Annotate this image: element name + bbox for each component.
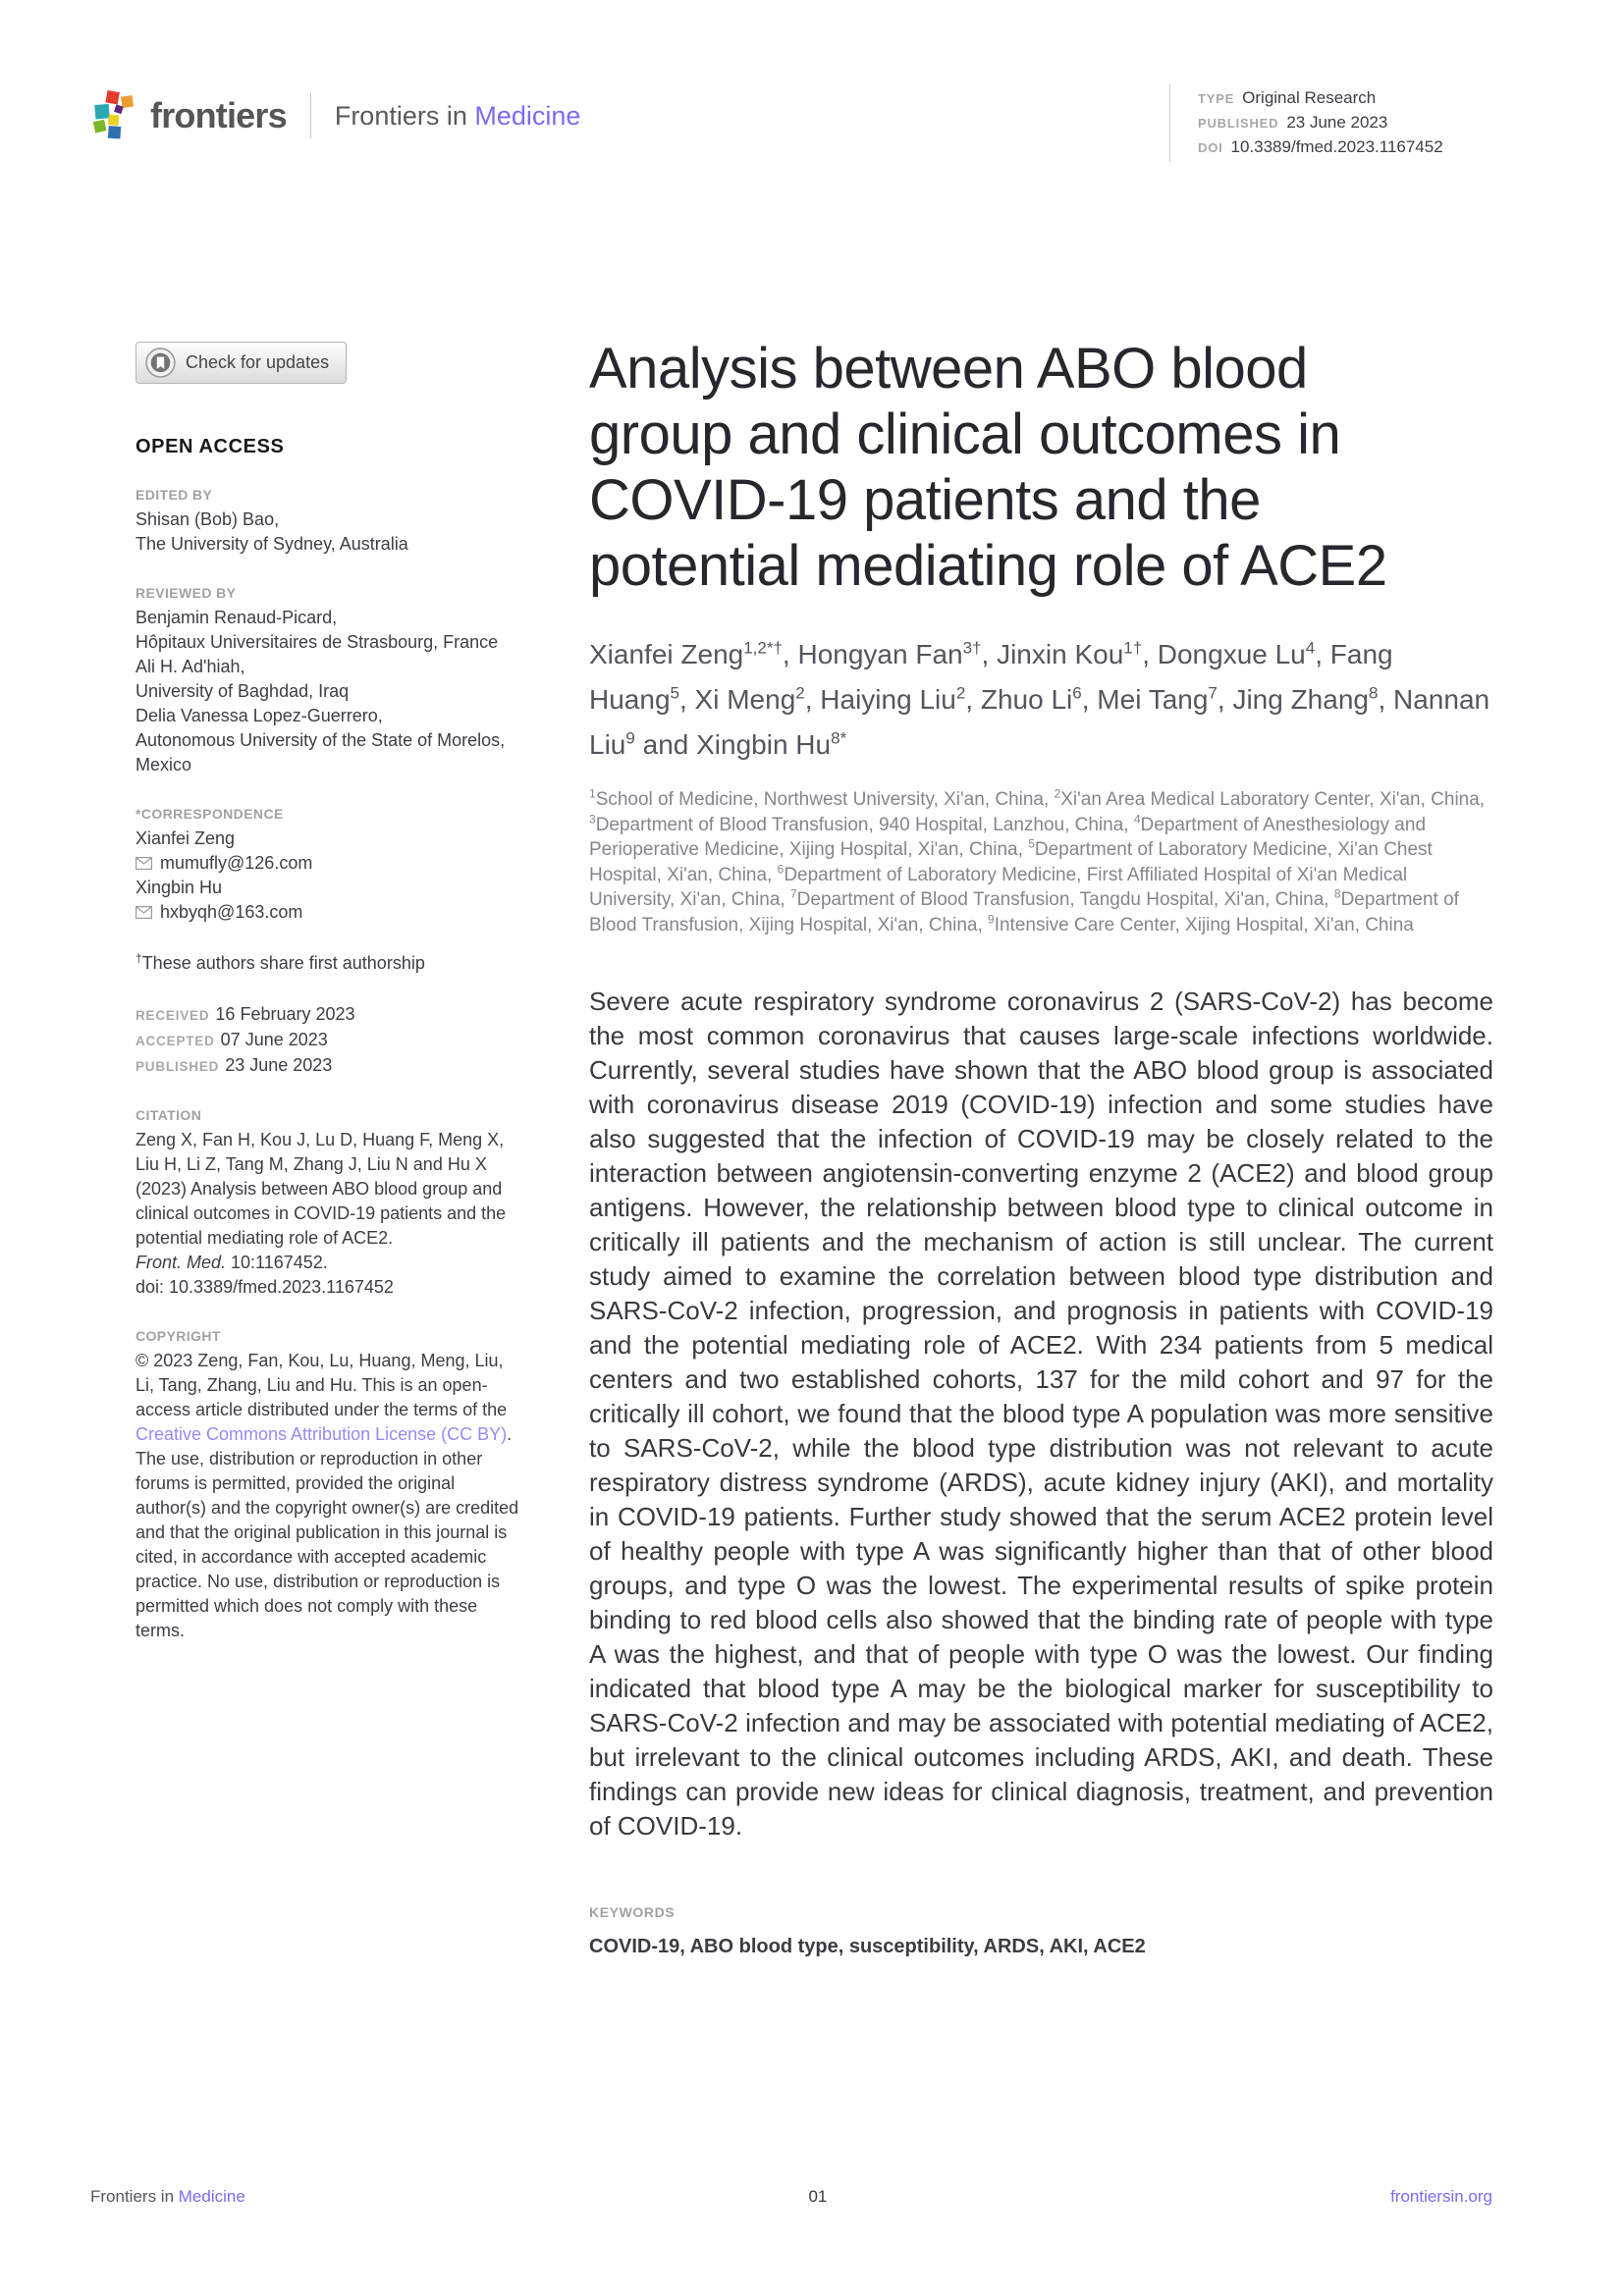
author-affiliation-sup: 3† [962,638,982,658]
reviewed-by-lines [135,606,526,777]
affiliation-number: 9 [988,912,995,927]
meta-label: PUBLISHED [135,1059,220,1074]
page-footer [90,2187,1492,2207]
meta-row [1198,135,1443,160]
meta-label: ACCEPTED [135,1034,215,1048]
meta-value: 16 February 2023 [215,1004,355,1024]
publication-meta [1169,84,1443,162]
author-name: Dongxue Lu [1157,639,1306,669]
footer-journal [90,2187,245,2207]
citation-volume: 10:1167452. [226,1253,328,1272]
envelope-icon [135,857,152,870]
meta-value: 23 June 2023 [225,1055,333,1075]
copyright-section [135,1326,526,1643]
envelope-icon [135,906,152,919]
reviewed-by-line: Delia Vanessa Lopez-Guerrero, [135,706,383,725]
author-name: Xingbin Hu [696,729,832,760]
journal-title [335,101,581,132]
frontiers-logo-icon [90,90,141,141]
citation-section [135,1105,526,1300]
logo-cube [114,104,124,114]
affiliation-number: 3 [589,812,596,827]
correspondence-section [135,804,526,925]
meta-row [1198,86,1443,111]
brand-divider [310,93,311,138]
dagger-mark: † [135,951,142,965]
meta-value: 10.3389/fmed.2023.1167452 [1230,137,1443,156]
correspondence-label: *CORRESPONDENCE [135,806,284,822]
correspondence-email-row [135,851,526,876]
check-for-updates-button[interactable] [135,342,347,384]
reviewed-by-line: Hôpitaux Universitaires de Strasbourg, France [135,632,499,652]
author-name: Jing Zhang [1232,684,1369,715]
logo-cube [121,95,134,108]
author-name: Mei Tang [1097,684,1209,715]
logo-cube [108,115,120,127]
author-affiliation-sup: 1,2*† [743,638,783,658]
journal-name: Medicine [474,100,581,131]
reviewed-by-line: Ali H. Ad'hiah, [135,657,245,676]
edited-by-lines [135,507,526,557]
author-name: Haiying Liu [820,684,956,715]
meta-row [135,1053,526,1079]
author-name: Jinxin Kou [997,639,1124,669]
citation-label: CITATION [135,1107,202,1123]
keywords: COVID-19, ABO blood type, susceptibility, ARDS, AKI, ACE2 [589,1936,1146,1957]
footer-journal-name: Medicine [178,2187,245,2206]
affiliation-number: 5 [1028,836,1035,851]
author-name: Hongyan Fan [797,639,963,669]
author-list: Xianfei Zeng$^{1,2*\dagger}$, Hongyan Fan$^{3\dagger}$, Jinxin Kou$^{1\dagger}$, Dongxue Lu$^4$, Fang Huang$^5$, Xi Meng$^2$, Haiying Liu$^2$, Zhuo Li$^6$, Mei Tang$^7$, Jing Zhang$^8$, Nannan Liu$^9$ and Xingbin $Hu^{8*}$ [589,638,1490,760]
author-affiliation-sup: 8* [831,728,847,748]
logo-cube [93,120,107,133]
abstract: Severe acute respiratory syndrome coronavirus 2 (SARS-CoV-2) has become the most common coronavirus that causes large-scale infections worldwide. Currently, several studies have shown that the ABO blood group is associated with coronavirus disease 2019 (COVID-19) infection and some studies have also suggested that the infection of COVID-19 may be closely related to the interaction between angiotensin-converting enzyme 2 (ACE2) and blood group antigens. However, the relationship between blood type to clinical outcome in critically ill patients and the mechanism of action is still unclear. The current study aimed to examine the correlation between blood type distribution and SARS-CoV-2 infection, progression, and prognosis in patients with COVID-19 and the potential mediating role of ACE2. With 234 patients from 5 medical centers and two established cohorts, 137 for the mild cohort and 97 for the critically ill cohort, we found that the blood type A population was more sensitive to SARS-CoV-2, while the blood type distribution was not relevant to acute respiratory distress syndrome (ARDS), acute kidney injury (AKI), and mortality in COVID-19 patients. Further study showed that the serum ACE2 protein level of healthy people with type A was significantly higher than that of other blood groups, and type O was the lowest. The experimental results of spike protein binding to red blood cells also showed that the binding rate of people with type A was the highest, and that of people with type O was the lowest. Our finding indicated that blood type A may be the biological marker for susceptibility to SARS-CoV-2 infection and may be associated with potential mediating of ACE2, but irrelevant to the clinical outcomes including ARDS, AKI, and death. These findings can provide new ideas for clinical diagnosis, treatment, and prevention of COVID-19. [589,987,1493,1841]
author-affiliation-sup: 8 [1368,683,1379,703]
logo-cube [94,104,110,120]
affiliations: $^1$School of Medicine, Northwest University, Xi'an, China, $^2$Xi'an Area Medical Laboratory Center, Xi'an, China, $^3$Department of Blood Transfusion, 940 Hospital, Lanzhou, China, $^4$Department of Anesthesiology and Perioperative Medicine, Xijing Hospital, Xi'an, China, $^5$Department of Laboratory Medicine, Xi'an Chest Hospital, Xi'an, China, $^6$Department of Laboratory Medicine, First Affiliated Hospital of Xi'an Medical University, Xi'an, China, $^7$Department of Blood Transfusion, Tangdu Hospital, Xi'an, China, $^8$Department of Blood Transfusion, Xijing Hospital, Xi'an, China, $^9$Intensive Care Center, Xijing Hospital, Xi'an, China [589,786,1486,935]
journal-prefix: Frontiers in [334,100,475,131]
edited-by-line: The University of Sydney, Australia [135,534,408,554]
footer-journal-prefix: Frontiers in [90,2187,179,2206]
reviewed-by-label: REVIEWED BY [135,585,237,601]
crossmark-icon [145,347,176,378]
meta-value: Original Research [1242,88,1377,107]
meta-label: RECEIVED [135,1008,210,1023]
check-for-updates-label: Check for updates [186,352,330,372]
cc-by-license-link[interactable]: Creative Commons Attribution License (CC BY) [135,1424,508,1444]
meta-label: PUBLISHED [1198,116,1279,131]
authorship-note-text: These authors share first authorship [141,953,425,973]
meta-row [135,1002,526,1028]
correspondence-email[interactable]: mumufly@126.com [160,853,313,873]
meta-label: TYPE [1198,91,1235,106]
correspondence-email-row [135,900,526,925]
citation-journal: Front. Med. [135,1253,227,1272]
citation-text: Zeng X, Fan H, Kou J, Lu D, Huang F, Meng X, Liu H, Li Z, Tang M, Zhang J, Liu N and Hu X (2023) Analysis between ABO blood group and clinical outcomes in COVID-19 patients and the potential mediating role of ACE2. [135,1130,507,1248]
author-name: Fang Huang [589,639,1393,715]
author-name: Xi Meng [694,684,796,715]
affiliation-number: 2 [1054,786,1061,801]
affiliation-number: 7 [789,886,797,901]
affiliation-number: 8 [1333,886,1341,901]
article-dates [135,1002,526,1079]
reviewed-by-section [135,583,526,777]
correspondence-email[interactable]: hxbyqh@163.com [160,902,303,922]
meta-value: 07 June 2023 [220,1030,328,1049]
author-affiliation-sup: 6 [1072,683,1082,703]
affiliation-number: 4 [1133,812,1141,827]
edited-by-section [135,485,526,557]
meta-row [135,1028,526,1053]
author-affiliation-sup: 5 [670,683,679,703]
author-affiliation-sup: 2 [955,683,966,703]
author-affiliation-sup: 9 [625,728,635,748]
citation-journal-line [135,1251,526,1275]
frontiers-brand [90,90,580,141]
author-affiliation-sup: 7 [1208,683,1218,703]
author-name: Xianfei Zeng [589,639,744,669]
footer-site-link[interactable]: frontiersin.org [1390,2187,1492,2206]
affiliation-number: 6 [777,862,785,877]
correspondence-name: Xingbin Hu [135,878,223,897]
citation-doi: doi: 10.3389/fmed.2023.1167452 [135,1277,394,1297]
sidebar [135,342,526,1643]
copyright-pre: © 2023 Zeng, Fan, Kou, Lu, Huang, Meng, Liu, Li, Tang, Zhang, Liu and Hu. This is an open-access article distributed under the terms of the [135,1351,508,1419]
copyright-post: . The use, distribution or reproduction in other forums is permitted, provided the original author(s) and the copyright owner(s) are credited and that the original publication in this journal is cited, in accordance with accepted academic practice. No use, distribution or reproduction is permitted which does not comply with these terms. [135,1424,519,1640]
edited-by-label: EDITED BY [135,487,213,503]
logo-cube [108,126,121,138]
author-affiliation-sup: 4 [1305,638,1316,658]
brand-wordmark: frontiers [150,95,287,135]
author-affiliation-sup: 2 [795,683,805,703]
meta-row [1198,111,1443,135]
correspondence-name: Xianfei Zeng [135,828,236,848]
author-name: Zhuo Li [980,684,1073,715]
article-title: Analysis between ABO blood group and clinical outcomes in COVID-19 patients and the potential mediating role of ACE2 [589,337,1387,598]
correspondence-entries [135,827,526,925]
reviewed-by-line: Benjamin Renaud-Picard, [135,608,338,627]
reviewed-by-line: University of Baghdad, Iraq [135,681,350,701]
author-affiliation-sup: 1† [1123,638,1143,658]
reviewed-by-line: Autonomous University of the State of Morelos, Mexico [135,730,506,774]
article [589,336,1493,1958]
author-name: Nannan Liu [589,684,1490,760]
meta-label: DOI [1198,140,1223,155]
keywords-label: KEYWORDS [589,1904,676,1920]
authorship-note [135,951,526,976]
open-access-heading: OPEN ACCESS [135,436,285,457]
affiliation-number: 1 [589,786,596,801]
edited-by-line: Shisan (Bob) Bao, [135,509,280,529]
copyright-label: COPYRIGHT [135,1328,221,1344]
page-number: 01 [808,2187,828,2206]
copyright-text [135,1349,526,1643]
meta-value: 23 June 2023 [1286,113,1388,132]
logo-cube [105,90,120,104]
